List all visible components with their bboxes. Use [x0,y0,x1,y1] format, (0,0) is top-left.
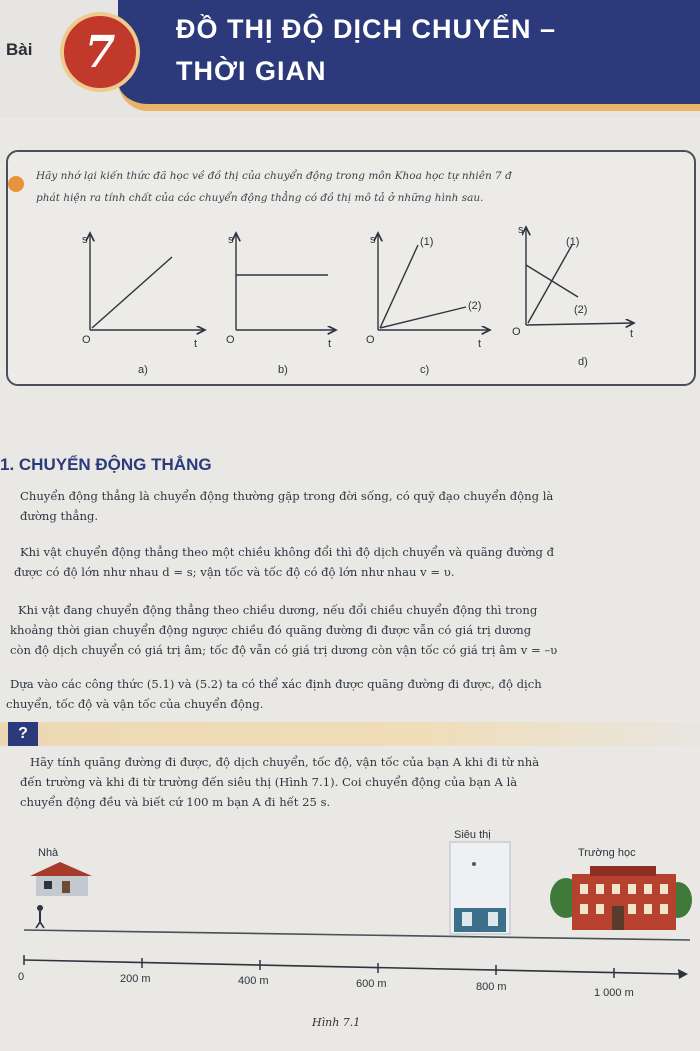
graph-c-line-2 [380,307,466,328]
paragraph-2-line-1: Khi vật chuyển động thẳng theo một chiều không đổi thì độ dịch chuyển và quãng đường đ [20,545,555,559]
graph-c-label: c) [420,364,430,376]
graph-a-label: a) [138,364,148,376]
paragraph-3-line-1: Khi vật đang chuyển động thẳng theo chiều dương, nếu đổi chiều chuyển động thì trong [18,603,538,617]
paragraph-1-line-2: đường thẳng. [20,509,99,523]
activity-icon [8,176,24,192]
supermarket-icon [450,842,510,934]
graph-b-t: t [328,338,332,350]
school-icon [550,866,692,930]
paragraph-4-line-1: Dựa vào các công thức (5.1) và (5.2) ta có thể xác định được quãng đường đi được, độ dịch [10,677,542,691]
paragraph-3-line-3: còn độ dịch chuyển có giá trị âm; tốc độ vẫn có giá trị dương còn vận tốc có giá trị âm v = –υ [10,643,558,657]
section-heading: 1. CHUYỂN ĐỘNG THẲNG [0,455,212,474]
lesson-word: Bài [6,40,33,59]
graph-d-line-2 [526,265,578,297]
graph-c-series-2: (2) [468,300,482,312]
graph-b-origin: O [226,334,235,346]
graph-d-s: s [518,224,524,236]
paragraph-4-line-2: chuyển, tốc độ và vận tốc của chuyển động. [6,697,264,711]
market-label: Siêu thị [454,829,491,841]
tick-1000: 1 000 m [594,987,634,999]
lesson-number-badge: 7 [60,12,140,92]
motion-graphs [60,215,660,385]
tick-200: 200 m [120,973,151,985]
paragraph-2-line-2: được có độ lớn như nhau d = s; vận tốc và tốc độ có độ lớn như nhau v = υ. [14,565,455,579]
graph-d-line-1 [528,245,572,323]
graph-b-s: s [228,234,234,246]
lesson-title-line-2: THỜI GIAN [176,56,327,86]
graph-b [226,233,336,376]
graph-d-series-1: (1) [566,236,580,248]
figure-caption: Hình 7.1 [312,1016,361,1029]
graph-a-t: t [194,338,198,350]
graph-a [82,233,205,376]
question-line-3: chuyển động đều và biết cứ 100 m bạn A đi hết 25 s. [20,795,331,809]
graph-d-t: t [630,328,634,340]
route-figure [0,820,700,1010]
question-banner [0,722,700,746]
graph-a-s: s [82,234,88,246]
home-label: Nhà [38,847,59,859]
lesson-title-line-1: ĐỒ THỊ ĐỘ DỊCH CHUYỂN – [176,14,557,44]
activity-intro-line-2: phát hiện ra tính chất của các chuyển động thẳng có đồ thị mô tả ở những hình sau. [36,192,484,204]
graph-d-series-2: (2) [574,304,588,316]
question-marker: ? [8,722,38,746]
paragraph-1-line-1: Chuyển động thẳng là chuyển động thường gặp trong đời sống, có quỹ đạo chuyển động là [20,489,554,503]
graph-c [366,233,490,376]
tick-600: 600 m [356,978,387,990]
graph-c-s: s [370,234,376,246]
school-label: Trường học [578,847,636,859]
student-icon [36,905,44,928]
graph-d-label: d) [578,356,588,368]
graph-c-origin: O [366,334,375,346]
question-line-2: đến trường và khi đi từ trường đến siêu thị (Hình 7.1). Coi chuyển động của bạn A là [20,775,518,789]
graph-b-label: b) [278,364,288,376]
distance-axis [18,955,688,999]
question-line-1: Hãy tính quãng đường đi được, độ dịch chuyển, tốc độ, vận tốc của bạn A khi đi từ nhà [30,755,540,769]
graph-d-origin: O [512,326,521,338]
graph-c-t: t [478,338,482,350]
graph-c-line-1 [380,245,418,328]
graph-d [512,224,634,368]
graph-a-line [92,257,172,328]
activity-intro-line-1: Hãy nhớ lại kiến thức đã học về đồ thị của chuyển động trong môn Khoa học tự nhiên 7 đ [36,170,512,182]
graph-c-series-1: (1) [420,236,434,248]
tick-400: 400 m [238,975,269,987]
tick-800: 800 m [476,981,507,993]
road-line [24,930,690,940]
home-icon [30,862,92,896]
paragraph-3-line-2: khoảng thời gian chuyển động ngược chiều đó quãng đường đi được vẫn có giá trị dương [10,623,532,637]
tick-0: 0 [18,971,25,983]
graph-a-origin: O [82,334,91,346]
